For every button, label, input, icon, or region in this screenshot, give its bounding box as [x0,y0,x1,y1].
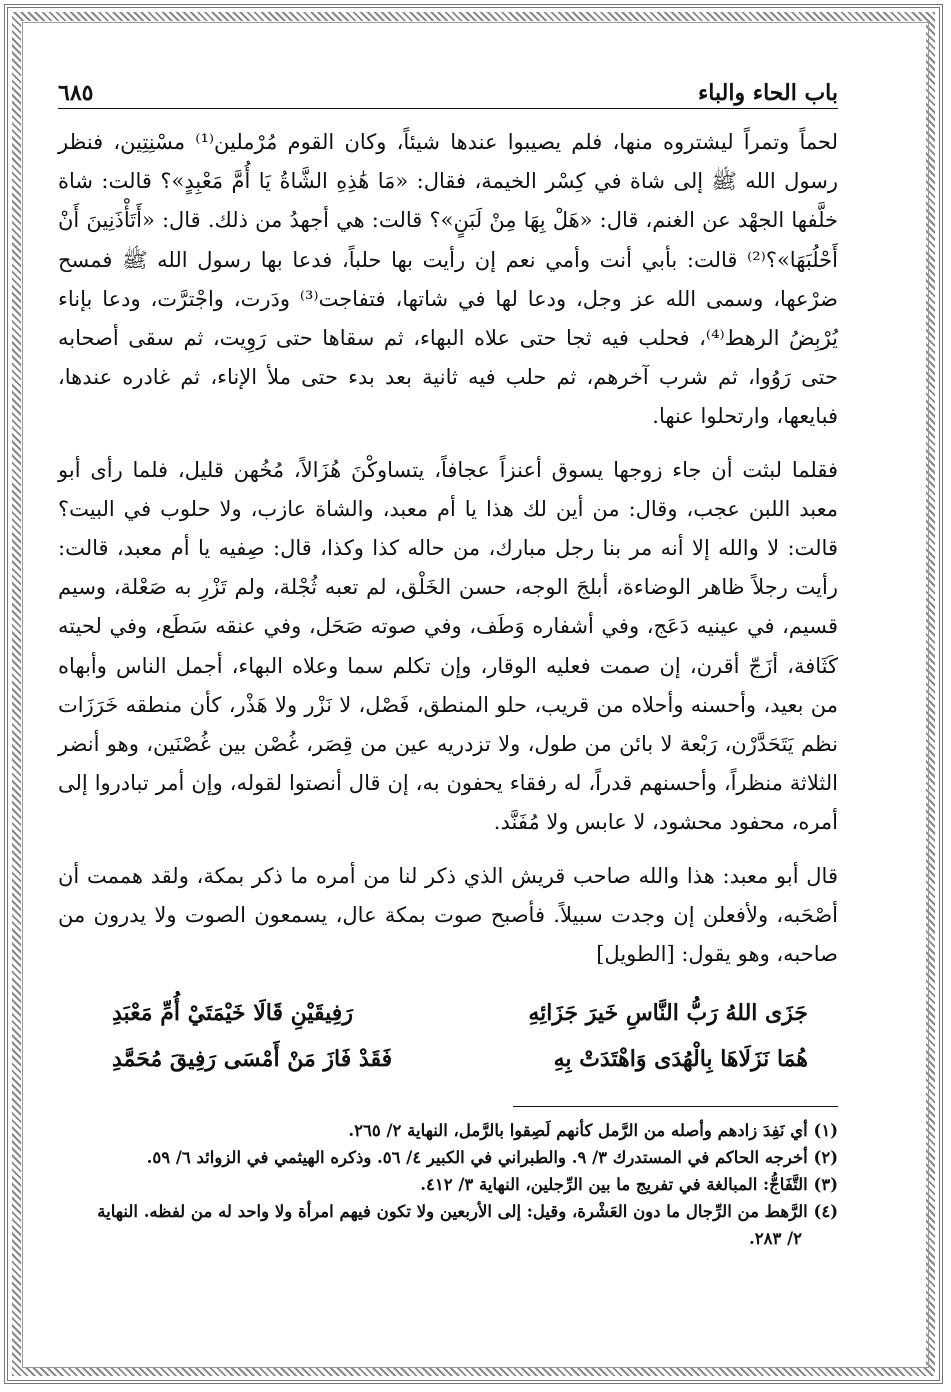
footnote-4: (٤) الرَّهط من الرِّجال ما دون العَشْرة، وقيل: إلى الأربعين ولا تكون فيهم امرأة ولا واحد له من لفظه. النهاية [97,1202,838,1222]
page-number: ٦٨٥ [58,80,94,106]
poem [58,990,838,1082]
paragraph-3: قال أبو معبد: هذا والله صاحب قريش الذي ذكر لنا من أمره ما ذكر بمكة، ولقد هممت أن أصْحَبه، ولأفعلن إن وجدت سبيلاً. فأصبح صوت بمكة عال، يسمعون الصوت ولا يدرون من صاحبه، وهو يقول: [الطويل] [58,863,838,967]
footnote-1: (١) أي نَفِدَ زادهم وأصله من الرَّمل كأنهم لَصِقوا بالرَّمل، النهاية ٢/ ٢٦٥. [348,1121,838,1141]
paragraph-2: فقلما لبثت أن جاء زوجها يسوق أعنزاً عجافاً، يتساوكْنَ هُزَالاً، مُخُهن قليل، فلما رأى أبو معبد اللبن عجب، وقال: من أين لك هذا يا أم معبد، والشاة عازب، ولا حلوب في البيت؟ قالت: لا والله إلا أنه مر بنا رجل مبارك، من حاله كذا وكذا، قال: صِفيه يا أم معبد، قالت: رأيت رجلاً ظاهر الوضاءة، أبلجَ الوجه، حسن الخَلْق، لم تعبه ثُجْلة، ولم تَزْرِ به صَعْلة، وسيم قسيم، في عينيه دَعَج، وفي أشفاره وَطَف، وفي صوته صَحَل، وفي عنقه سَطَع، وفي لحيته كَثَافة، أزَجّ أقرن، إن صمت فعليه الوقار، وإن تكلم سما وعلاه البهاء، أجمل الناس وأبهاه من بعيد، وأحسنه وأحلاه من قريب، حلو المنطق، فَصْل، لا نَزْر ولا هَذْر، كأن منطقه خَرَزَات نظم يَتَحَدَّرْن، رَبْعة لا بائن من طول، ولا تزدريه عين من قِصَر، غُصْن بين غُصْنَين، وهو أنضر الثلاثة منظراً، وأحسنهم قدراً، له رفقاء يحفون به، إن قال أنصتوا لقوله، وإن أمر تبادروا إلى أمره، محفود محشود، لا عابس ولا مُفَنَّد. [58,457,838,835]
footnote-divider [513,1106,838,1107]
paragraph-1: لحماً وتمراً ليشتروه منها، فلم يصيبوا عندها شيئاً، وكان القوم مُرْملين⁽¹⁾ مسْنِتِين، فنظر رسول الله ﷺ إلى شاة في كِسْر الخيمة، فقال: «مَا هَٰذِهِ الشَّاةُ يَا أُمَّ مَعْبِدٍ»؟ قالت: شاة خلَّفها الجهْد عن الغنم، قال: «هَلْ بِهَا مِنْ لَبَنٍ»؟ قالت: هي أجهدُ من ذلك. قال: «أَتَأْذَنِينَ أَنْ أَحْلُبَهَا»؟⁽²⁾ قالت: بأبي أنت وأمي نعم إن رأيت بها حلباً، فدعا بها رسول الله ﷺ فمسح ضرْعها، وسمى الله عز وجل، ودعا لها في شاتها، فتفاجت⁽³⁾ ودَرت، واجْترَّت، ودعا بإناء يُرْبِضُ الرهط⁽⁴⁾، فحلب فيه ثجا حتى علاه البهاء، ثم سقاها حتى رَوِيت، ثم سقى أصحابه حتى رَوُوا، ثم شرب آخرهم، ثم حلب فيه ثانية بعد بدء حتى ملأ الإناء، ثم غادره عندها، فبايعها، وارتحلوا عنها. [58,130,838,429]
verse-second-hemistich: فَقَدْ فَازَ مَنْ أَمْسَى رَفِيقَ مُحَمَّدِ [112,1046,393,1073]
footnote-2: (٢) أخرجه الحاكم في المستدرك ٣/ ٩. والطبراني في الكبير ٤/ ٥٦. وذكره الهيثمي في الزوائد ٦/ ٥٩. [146,1148,838,1168]
footnotes [58,1117,838,1252]
main-text [58,123,838,974]
chapter-title: باب الحاء والباء [697,80,838,106]
verse-second-hemistich: رَفِيقَيْنِ قَالَا خَيْمَتَيْ أُمِّ مَعْبَدِ [112,1000,353,1027]
footnote-4-continuation: ٢/ ٢٨٣. [749,1229,802,1249]
verse-first-hemistich: هُمَا نَزَلَاهَا بِالْهُدَى وَاهْتَدَتْ بِهِ [553,1046,808,1073]
running-header [58,78,838,109]
verse-first-hemistich: جَزَى اللهُ رَبُّ النَّاسِ خَيرَ جَزَائِهِ [528,1000,808,1027]
book-page [58,78,838,1252]
verse-line [58,990,838,1036]
verse-line [58,1036,838,1082]
footnote-3: (٣) التَّفَاجُّ: المبالغة في تفريج ما بين الرِّجلين، النهاية ٣/ ٤١٢. [420,1175,838,1195]
